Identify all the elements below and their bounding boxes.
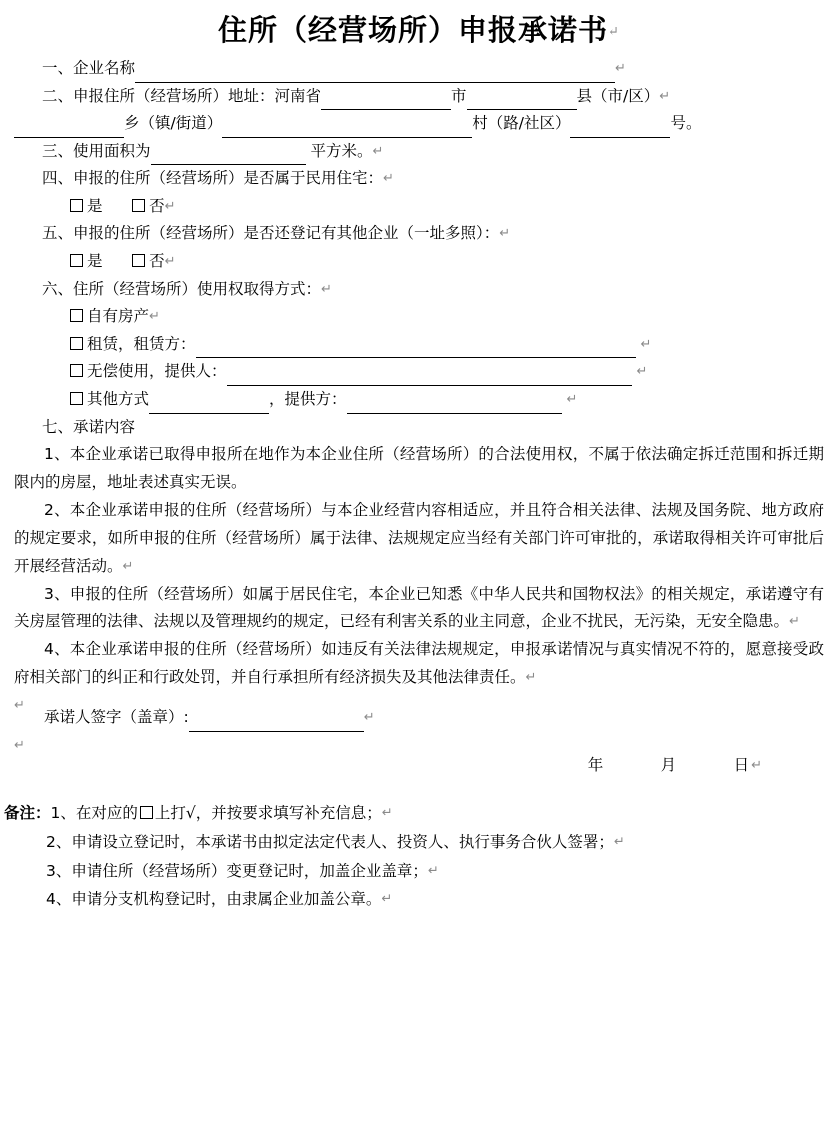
question-usage-right-label: 六、住所（经营场所）使用权取得方式： bbox=[42, 279, 322, 298]
field-other-provider-input[interactable] bbox=[347, 395, 562, 414]
promise-paragraph-2 bbox=[14, 497, 824, 581]
promise-paragraph-4-text: 4、本企业承诺申报的住所（经营场所）如违反有关法律法规规定，申报承诺情况与真实情况不符的，愿意接受政府相关部门的纠正和行政处罚，并自行承担所有经济损失及其他法律责任。 bbox=[14, 640, 824, 687]
pilcrow-mark: ↵ bbox=[149, 309, 160, 325]
question-other-company bbox=[14, 220, 824, 248]
checkbox-other-way[interactable] bbox=[70, 392, 83, 405]
checkbox-residential-yes-label: 是 bbox=[87, 196, 103, 215]
page-title-text: 住所（经营场所）申报承诺书 bbox=[218, 13, 609, 47]
checkbox-free-use-label: 无偿使用，提供人： bbox=[87, 362, 227, 381]
promise-paragraph-3-text: 3、申报的住所（经营场所）如属于居民住宅，本企业已知悉《中华人民共和国物权法》的相关规定，承诺遵守有关房屋管理的法律、法规以及管理规约的规定，已经有利害关系的业主同意，企业不扰民，无污染，无安全隐患。 bbox=[14, 584, 824, 631]
field-company-name bbox=[14, 55, 824, 83]
field-address-row1 bbox=[14, 83, 824, 111]
pilcrow-mark: ↵ bbox=[525, 670, 537, 686]
field-lessor-input[interactable] bbox=[196, 340, 636, 359]
pilcrow-mark: ↵ bbox=[636, 364, 648, 380]
pilcrow-mark: ↵ bbox=[615, 60, 626, 76]
pilcrow-mark: ↵ bbox=[363, 710, 375, 726]
promise-paragraph-2-text: 2、本企业承诺申报的住所（经营场所）与本企业经营内容相适应，并且符合相关法律、法规及国务院、地方政府的规定要求，如所申报的住所（经营场所）属于法律、法规规定应当经有关部门许可审批的，承诺取得相关许可审批后开展经营活动。 bbox=[14, 500, 824, 575]
signature-label: 承诺人签字（盖章）: bbox=[44, 708, 189, 727]
pilcrow-mark: ↵ bbox=[566, 391, 578, 407]
pilcrow-mark: ↵ bbox=[321, 281, 332, 297]
field-area bbox=[14, 138, 824, 166]
field-address-village-label: 村（路/社区） bbox=[472, 114, 571, 133]
spacer bbox=[14, 732, 824, 752]
date-year-label: 年 bbox=[587, 755, 606, 774]
spacer bbox=[14, 692, 824, 714]
promise-paragraph-1 bbox=[14, 441, 824, 497]
checkbox-other-company-no[interactable] bbox=[132, 254, 145, 267]
remark-line-4 bbox=[4, 885, 834, 914]
field-company-name-label: 一、企业名称 bbox=[42, 59, 136, 77]
checkbox-other-company-yes-label: 是 bbox=[87, 252, 103, 271]
checkbox-lease[interactable] bbox=[70, 337, 83, 350]
question-other-company-options bbox=[14, 248, 824, 276]
remark-line-2 bbox=[4, 828, 834, 857]
pilcrow-mark: ↵ bbox=[383, 171, 394, 187]
pilcrow-mark: ↵ bbox=[640, 336, 652, 352]
field-address-city-input[interactable] bbox=[321, 91, 451, 110]
field-area-unit: 平方米。 bbox=[310, 141, 373, 160]
field-area-label: 三、使用面积为 bbox=[42, 141, 151, 160]
date-month-label: 月 bbox=[660, 755, 679, 774]
field-other-way-input[interactable] bbox=[149, 395, 269, 414]
signature-input[interactable] bbox=[189, 713, 364, 732]
question-residential-options bbox=[14, 193, 824, 221]
field-company-name-input[interactable] bbox=[135, 64, 615, 83]
field-address-number-label: 号。 bbox=[670, 114, 702, 133]
field-address-row2 bbox=[14, 110, 824, 138]
pilcrow-mark: ↵ bbox=[499, 226, 511, 242]
spacer bbox=[14, 779, 824, 799]
usage-option-free bbox=[14, 358, 824, 386]
pilcrow-mark: ↵ bbox=[659, 88, 671, 104]
question-residential-label: 四、申报的住所（经营场所）是否属于民用住宅： bbox=[42, 169, 384, 188]
remark-line-1-text-b: 上打√，并按要求填写补充信息； bbox=[154, 804, 382, 823]
pilcrow-mark: ↵ bbox=[14, 737, 25, 753]
field-address-county-label: 县（市/区） bbox=[576, 86, 660, 105]
pilcrow-mark: ↵ bbox=[381, 805, 393, 821]
field-address-county-input[interactable] bbox=[467, 91, 577, 110]
pilcrow-mark: ↵ bbox=[164, 198, 176, 214]
field-address-number-input[interactable] bbox=[570, 119, 670, 138]
pilcrow-mark: ↵ bbox=[14, 698, 25, 714]
field-address-village-input[interactable] bbox=[222, 119, 472, 138]
checkbox-other-way-label: 其他方式 bbox=[87, 389, 150, 408]
promise-paragraph-1-text: 1、本企业承诺已取得申报所在地作为本企业住所（经营场所）的合法使用权，不属于依法确定拆迁范围和拆迁期限内的房屋，地址表述真实无误。 bbox=[14, 445, 824, 491]
checkbox-own-property-label: 自有房产 bbox=[87, 307, 150, 326]
usage-option-lease bbox=[14, 331, 824, 359]
remark-line-3 bbox=[4, 857, 834, 886]
checkbox-other-company-yes[interactable] bbox=[70, 254, 83, 267]
remark-line-2-text: 2、申请设立登记时，本承诺书由拟定法定代表人、投资人、执行事务合伙人签署； bbox=[46, 832, 614, 851]
field-provider-input[interactable] bbox=[227, 367, 632, 386]
date-row bbox=[14, 752, 824, 780]
pilcrow-mark: ↵ bbox=[372, 143, 384, 159]
pilcrow-mark: ↵ bbox=[427, 863, 439, 879]
remark-line-1-text-a: 1、在对应的 bbox=[50, 804, 138, 823]
signature-row bbox=[14, 704, 824, 732]
checkbox-residential-yes[interactable] bbox=[70, 199, 83, 212]
checkbox-residential-no[interactable] bbox=[132, 199, 145, 212]
pilcrow-mark: ↵ bbox=[122, 558, 134, 574]
section-promise-heading-label: 七、承诺内容 bbox=[42, 417, 136, 436]
remark-line-1 bbox=[4, 799, 834, 828]
promise-paragraph-3 bbox=[14, 581, 824, 637]
remark-line-3-text: 3、申请住所（经营场所）变更登记时，加盖企业盖章； bbox=[46, 861, 428, 880]
pilcrow-mark: ↵ bbox=[613, 834, 625, 850]
usage-option-own bbox=[14, 303, 824, 331]
checkbox-glyph-icon bbox=[140, 806, 153, 819]
section-promise-heading bbox=[14, 414, 824, 442]
field-address-city-label: 市 bbox=[451, 86, 467, 105]
remarks-section bbox=[0, 799, 838, 914]
field-address-town-input[interactable] bbox=[14, 119, 124, 138]
pilcrow-mark: ↵ bbox=[381, 891, 393, 907]
field-other-provider-label: ，提供方： bbox=[269, 389, 347, 408]
pilcrow-mark: ↵ bbox=[164, 253, 176, 269]
field-address-town-label: 乡（镇/街道） bbox=[124, 114, 223, 133]
checkbox-free-use[interactable] bbox=[70, 364, 83, 377]
pilcrow-mark: ↵ bbox=[751, 757, 764, 773]
pilcrow-mark: ↵ bbox=[789, 614, 800, 630]
remarks-title: 备注： bbox=[4, 804, 51, 823]
checkbox-lease-label: 租赁，租赁方： bbox=[87, 334, 196, 353]
field-area-input[interactable] bbox=[151, 147, 306, 166]
question-other-company-label: 五、申报的住所（经营场所）是否还登记有其他企业（一址多照）： bbox=[42, 224, 500, 243]
usage-option-other bbox=[14, 386, 824, 414]
checkbox-own-property[interactable] bbox=[70, 309, 83, 322]
remark-line-4-text: 4、申请分支机构登记时，由隶属企业加盖公章。 bbox=[46, 890, 382, 909]
page-title bbox=[0, 8, 838, 49]
question-usage-right bbox=[14, 276, 824, 304]
field-address-label: 二、申报住所（经营场所）地址：河南省 bbox=[42, 86, 322, 105]
checkbox-residential-no-label: 否 bbox=[149, 196, 165, 215]
question-residential bbox=[14, 165, 824, 193]
promise-paragraph-4 bbox=[14, 636, 824, 692]
document-body bbox=[0, 55, 838, 799]
document-page bbox=[0, 8, 838, 1148]
pilcrow-mark: ↵ bbox=[608, 24, 620, 40]
checkbox-other-company-no-label: 否 bbox=[149, 252, 165, 271]
date-day-label: 日 bbox=[733, 755, 752, 774]
